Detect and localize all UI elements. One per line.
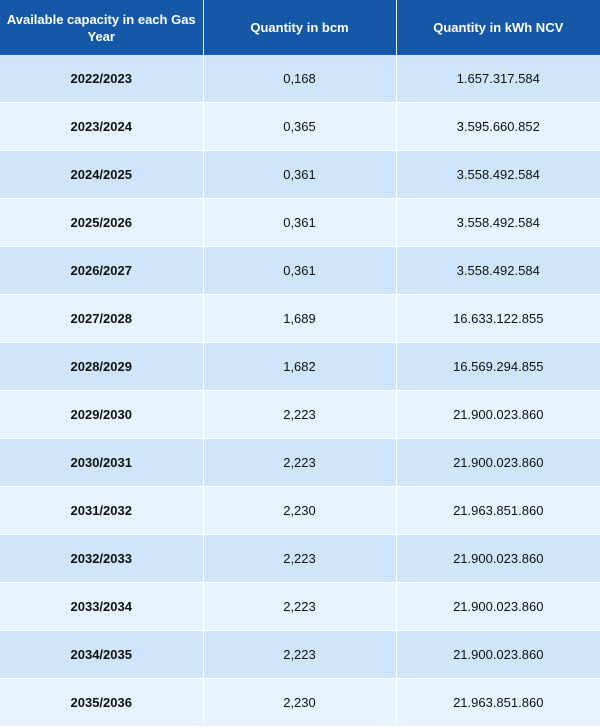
cell-quantity-bcm: 0,361 [203,199,396,247]
cell-quantity-bcm: 0,361 [203,151,396,199]
table-body [0,55,600,727]
cell-gas-year: 2026/2027 [0,247,203,295]
table-row [0,439,600,487]
cell-quantity-bcm: 1,682 [203,343,396,391]
cell-quantity-bcm: 2,223 [203,391,396,439]
table-row [0,391,600,439]
cell-gas-year: 2029/2030 [0,391,203,439]
cell-quantity-bcm: 0,168 [203,55,396,103]
header-quantity-kwh: Quantity in kWh NCV [396,0,600,55]
table-row [0,199,600,247]
cell-quantity-bcm: 2,223 [203,439,396,487]
cell-quantity-kwh: 21.900.023.860 [396,535,600,583]
table-row [0,631,600,679]
table-header [0,0,600,55]
cell-quantity-kwh: 3.558.492.584 [396,151,600,199]
table-row [0,103,600,151]
cell-gas-year: 2035/2036 [0,679,203,727]
cell-quantity-kwh: 3.558.492.584 [396,199,600,247]
header-row [0,0,600,55]
table-row [0,487,600,535]
cell-quantity-bcm: 2,230 [203,679,396,727]
cell-gas-year: 2027/2028 [0,295,203,343]
cell-quantity-bcm: 2,223 [203,631,396,679]
cell-gas-year: 2024/2025 [0,151,203,199]
cell-quantity-kwh: 21.900.023.860 [396,631,600,679]
cell-gas-year: 2030/2031 [0,439,203,487]
table-row [0,151,600,199]
cell-quantity-kwh: 3.558.492.584 [396,247,600,295]
table-row [0,679,600,727]
cell-gas-year: 2028/2029 [0,343,203,391]
cell-quantity-kwh: 21.900.023.860 [396,583,600,631]
cell-quantity-kwh: 1.657.317.584 [396,55,600,103]
cell-gas-year: 2032/2033 [0,535,203,583]
cell-quantity-bcm: 2,230 [203,487,396,535]
table-row [0,343,600,391]
header-quantity-bcm: Quantity in bcm [203,0,396,55]
cell-gas-year: 2033/2034 [0,583,203,631]
table-row [0,247,600,295]
cell-quantity-kwh: 21.900.023.860 [396,391,600,439]
cell-gas-year: 2034/2035 [0,631,203,679]
table-row [0,583,600,631]
cell-quantity-kwh: 21.900.023.860 [396,439,600,487]
cell-gas-year: 2023/2024 [0,103,203,151]
cell-quantity-bcm: 0,365 [203,103,396,151]
table-row [0,295,600,343]
cell-quantity-bcm: 0,361 [203,247,396,295]
cell-quantity-kwh: 16.633.122.855 [396,295,600,343]
cell-quantity-kwh: 21.963.851.860 [396,487,600,535]
cell-gas-year: 2025/2026 [0,199,203,247]
cell-quantity-kwh: 16.569.294.855 [396,343,600,391]
cell-quantity-bcm: 2,223 [203,535,396,583]
cell-gas-year: 2031/2032 [0,487,203,535]
table-row [0,535,600,583]
cell-quantity-kwh: 3.595.660.852 [396,103,600,151]
cell-gas-year: 2022/2023 [0,55,203,103]
table-row [0,55,600,103]
cell-quantity-bcm: 2,223 [203,583,396,631]
cell-quantity-kwh: 21.963.851.860 [396,679,600,727]
cell-quantity-bcm: 1,689 [203,295,396,343]
header-gas-year: Available capacity in each Gas Year [0,0,203,55]
